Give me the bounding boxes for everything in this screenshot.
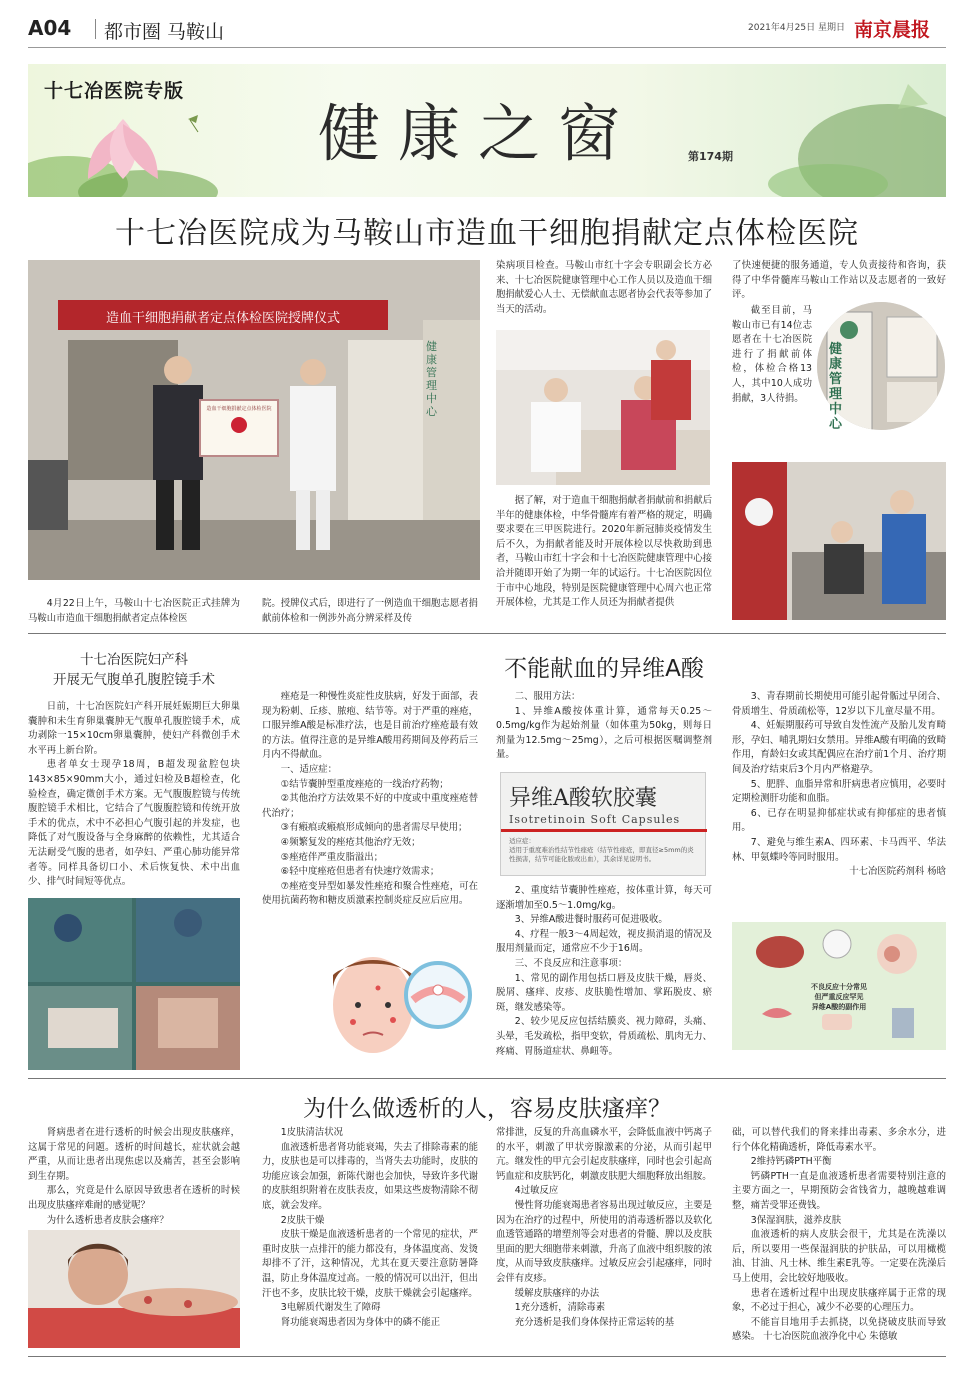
article3-text: 三、不良反应和注意事项： <box>514 957 628 969</box>
article4-text: 那么，究竟是什么原因导致患者在透析的时候出现皮肤瘙痒难耐的感觉呢？ <box>28 1185 240 1211</box>
article3-text: ②其他治疗方法效果不好的中度或中重度痤疮替代治疗； <box>262 793 478 819</box>
blood-sampling-photo-art <box>496 330 710 485</box>
article2-title-line2: 开展无气腹单孔腹腔镜手术 <box>53 672 215 688</box>
blood-sampling-photo <box>496 330 710 485</box>
article3-text: 2、较少见反应包括结膜炎、视力障碍，头痛、头晕，毛发疏松，指甲变软，骨质疏松、肌肉无力、疼痛、胃肠道症状、鼻衄等。 <box>496 1016 712 1057</box>
article1-col2 <box>262 597 478 626</box>
article4-text: 皮肤干燥是血液透析患者的一个常见的症状，严重时皮肤一点排汗的能力都没有，身体温度高、发烫却排不了汗，这种情况，尤其在夏天要注意防暑降温，防止身体温度过高。一般的情况可以出汗，但出汗也不多，皮肤比较干燥，皮肤干燥就会引起瘙痒。 <box>262 1229 478 1299</box>
article3-text: 3、异维A酸进餐时服药可促进吸收。 <box>514 914 668 926</box>
article4-text: 4过敏反应 <box>514 1185 559 1197</box>
article1-col4b-text: 截至目前，马鞍山市已有14位志愿者在十七冶医院进行了捐献前体检，体检合格13人，其中10人成功捐献，3人待捐。 <box>732 305 812 404</box>
article4-text: 肾病患者在进行透析的时候会出现皮肤瘙痒，这属于常见的问题。透析的时间越长，症状就会越严重，从而让患者出现焦虑以及痛苦，甚至会影响到生存期。 <box>28 1127 240 1182</box>
special-column-label: 十七冶医院专版 <box>44 80 185 102</box>
article2-paragraph: 患者单女士现孕18周，B超发现盆腔包块143×85×90mm大小，通过妇检及B超检查，化验检查，确定微创手术方案。无气腹腹腔镜与传统腹腔镜手术相比，它结合了气腹腹腔镜和传统开放手术的优点，术中不必担心气腹引起的并发症，也降低了对气腹设备与全身麻醉的依赖性，尤其适合无法耐受气腹的患者，如孕妇、严重心肺功能异常者等。同样具备切口小、术后恢复快、术中出血少、排气时间短等优点。 <box>28 759 240 888</box>
article4-text: 础，可以替代我们的肾来排出毒素、多余水分，进行个体化精确透析，降低毒素水平。 <box>732 1127 946 1153</box>
article3-text: ⑥轻中度痤疮但患者有快速疗效需求； <box>280 866 440 878</box>
section-divider-2 <box>28 1078 946 1079</box>
article4-text: 为什么透析患者皮肤会瘙痒？ <box>46 1214 169 1226</box>
article4-text: 3保湿润肤，滋养皮肤 <box>750 1214 842 1226</box>
newspaper-logo: 南京晨报 <box>854 19 931 41</box>
drug-indication <box>509 837 699 864</box>
article3-text: 4、妊娠期服药可导致自发性流产及胎儿发育畸形，孕妇、哺乳期妇女禁用。异维A酸有明确的致畸作用，育龄妇女或其配偶应在治疗前1个月、治疗期间及治疗结束后3个月内严格避孕。 <box>732 720 946 775</box>
article3-text: 一、适应症： <box>280 763 338 775</box>
article3-text: 1、异维A酸按体重计算，通常每天0.25～0.5mg/kg作为起始剂量（如体重为50kg，则每日剂量为12.5mg～25mg），之后可根据医嘱调整剂量。 <box>496 705 712 761</box>
article1-col1-text: 4月22日上午，马鞍山十七冶医院正式挂牌为马鞍山市造血干细胞捐献者定点体检医 <box>28 598 240 624</box>
itchy-skin-photo-art <box>28 1230 240 1348</box>
article3-text: 6、已存在明显抑郁症状或有抑郁症的患者慎用。 <box>732 807 946 834</box>
drug-stripe <box>501 829 707 832</box>
article3-col2a <box>496 690 712 763</box>
article4-text: 充分透析是我们身体保持正常运转的基 <box>514 1316 675 1328</box>
article4-text: 2皮肤干燥 <box>280 1214 325 1226</box>
article1-col3b-text: 据了解，对于造血干细胞捐献者捐献前和捐献后半年的健康体检，中华骨髓库有着严格的规定，明确要求要在三甲医院进行。2020年新冠肺炎疫情发生后不久，为捐献者能及时开展体检以尽快救助到患者，马鞍山市红十字会和十七冶医院健康管理中心接洽并随即开始了为期一年的试运行。十七冶医院因位于市中心地段，特别是医院健康管理中心周六也正常开展体检，尤其是工作人员还为捐献者提供 <box>496 495 712 609</box>
article2-title <box>28 650 240 690</box>
article3-text: 1、常见的副作用包括口唇及皮肤干燥，唇炎、脱屑、瘙痒、皮疹、皮肤脆性增加、掌跖脱皮、瘀斑，继发感染等。 <box>496 972 712 1013</box>
page-header <box>28 14 946 48</box>
article4-text: 钙磷PTH一直是血液透析患者需要特别注意的主要方面之一，早期预防会省钱省力，越晚越难调整，痛苦受罪还费钱。 <box>732 1170 946 1211</box>
article1-col4b <box>732 304 812 406</box>
article4-text: 慢性肾功能衰竭患者容易出现过敏反应，主要是因为在治疗的过程中，所使用的消毒透析器以及软化血透管通路的增塑剂等会对患者的骨髓、脾以及皮肤里面的肥大细胞带来刺激，升高了血液中组织胺的浓度，从而导致皮肤瘙痒。过敏反应会引起瘙痒，同时会伴有皮疹。 <box>496 1199 712 1284</box>
acne-illustration <box>318 950 478 1062</box>
article4-title: 为什么做透析的人，容易皮肤瘙痒？ <box>303 1096 671 1122</box>
article4-text: 血液透析患者肾功能衰竭，失去了排除毒素的能力，皮肤也是可以排毒的，当肾失去功能时，皮肤的功能应该会加强，新陈代谢也会加快，导致许多代谢的皮肤组织附着在皮肤表皮，如果这些废物清除不彻底，就会发痒。 <box>262 1141 478 1211</box>
article3-text: 5、肥胖、血脂异常和肝病患者应慎用，必要时定期检测肝功能和血脂。 <box>732 778 946 805</box>
article3-text: ⑦痤疮变异型如暴发性痤疮和聚合性痤疮，可在使用抗菌药物和糖皮质激素控制炎症反应后应用。 <box>262 880 478 907</box>
article3-col3 <box>732 690 946 880</box>
article3-byline: 十七冶医院药剂科 杨晗 <box>849 866 946 878</box>
article1-col3a-text: 染病项目检查。马鞍山市红十字会专职副会长方必来、十七冶医院健康管理中心工作人员以及造血干细胞捐献爱心人士、无偿献血志愿者协会代表等参加了当天的活动。 <box>496 260 712 315</box>
article3-text: 3、青春期前长期使用可能引起骨骺过早闭合、骨质增生、骨质疏松等，12岁以下儿童尽量不用。 <box>732 691 946 717</box>
page-number: A04 <box>28 16 72 40</box>
article3-col1 <box>262 690 478 909</box>
article3-text: ⑤痤疮伴严重皮脂溢出； <box>280 851 383 863</box>
drug-indication-label: 适应症： <box>509 837 535 845</box>
article4-col4 <box>732 1126 946 1345</box>
column-banner <box>28 64 946 197</box>
article1-col1 <box>28 597 240 626</box>
article4-text: 2维持钙磷PTH平衡 <box>750 1156 832 1168</box>
issue-number: 第174期 <box>688 150 733 163</box>
article2-paragraph: 日前，十七冶医院妇产科开展妊娠期巨大卵巢囊肿和未生育卵巢囊肿无气腹单孔腹腔镜手术，成功剥除一15×10cm卵巢囊肿，使妇产科微创手术水平再上新台阶。 <box>28 701 240 756</box>
article4-col1 <box>28 1126 240 1228</box>
infographic-line1: 不良反应十分常见 <box>811 983 867 991</box>
article1-col4a <box>732 259 946 303</box>
article3-text: 2、重度结节囊肿性痤疮，按体重计算，每天可逐渐增加至0.5～1.0mg/kg。 <box>496 885 712 911</box>
article1-col2-text: 院。授牌仪式后，即进行了一例造血干细胞志愿者捐献前体检和一例涉外高分辨采样及传 <box>262 598 478 624</box>
article4-col3 <box>496 1126 712 1330</box>
drug-english-name: Isotretinoin Soft Capsules <box>509 813 681 826</box>
surgery-photo <box>28 898 240 1070</box>
page-footer-rule <box>28 1356 946 1357</box>
header-divider <box>95 19 96 39</box>
article4-text: 血液透析的病人皮肤会很干，尤其是在洗澡以后，所以要用一些保湿润肤的护肤品，可以用橄榄油、甘油、凡士林、维生素E乳等。一定要在洗澡后马上使用，会比较好地吸收。 <box>732 1229 946 1284</box>
article3-text: ③有瘢痕或瘢痕形成倾向的患者需尽早使用； <box>280 822 468 834</box>
section-name: 都市圈 马鞍山 <box>104 21 225 43</box>
infographic-caption <box>732 982 946 1012</box>
acne-illustration-art <box>318 950 478 1062</box>
article3-text: 4、疗程一般3～4周起效，视皮损消退的情况及服用剂量而定，通常应不少于16周。 <box>496 928 712 955</box>
column-title: 健康之窗 <box>318 97 639 170</box>
drug-name: 异维A酸软胶囊 <box>509 786 657 811</box>
article3-col2b <box>496 884 712 1059</box>
drug-indication-text: 适用于重度难治性结节性痤疮（结节性痤疮，即直径≥5mm的炎性损害，结节可能化脓或出血），其余详见说明书。 <box>509 846 694 863</box>
registration-photo-art <box>732 462 946 620</box>
infographic-line2: 但严重反应罕见 <box>814 993 864 1001</box>
itchy-skin-photo <box>28 1230 240 1348</box>
ceremony-photo <box>28 260 480 580</box>
article4-text: 1充分透析，清除毒素 <box>514 1302 606 1314</box>
article4-text: 患者在透析过程中出现皮肤瘙痒属于正常的现象，不必过于担心，减少不必要的心理压力。 <box>732 1287 946 1314</box>
article3-text: ①结节囊肿型重度痤疮的一线治疗药物； <box>280 778 449 790</box>
side-effects-infographic <box>732 922 946 1050</box>
circle-sign-text: 健康管理中心 <box>829 342 843 432</box>
article2-title-line1: 十七冶医院妇产科 <box>80 652 188 668</box>
registration-photo <box>732 462 946 620</box>
article2-body <box>28 700 240 890</box>
article4-text: 缓解皮肤瘙痒的办法 <box>514 1287 600 1299</box>
issue-date: 2021年4月25日 星期日 <box>748 23 845 33</box>
article3-title: 不能献血的异维A酸 <box>504 656 704 682</box>
article1-col3a <box>496 259 712 317</box>
surgery-photo-art <box>28 898 240 1070</box>
article3-text: 二、服用方法： <box>514 691 581 702</box>
article4-col2 <box>262 1126 478 1330</box>
plaque-text: 造血干细胞捐献定点体检医院 <box>206 406 272 412</box>
article4-text: 常排泄，反复的升高血磷水平，会降低血液中钙离子的水平，刺激了甲状旁腺激素的分泌，从而引起甲亢。继发性的甲亢会引起皮肤瘙痒，同时也会引起高钙血症和皮肤钙化，刺激皮肤肥大细胞释放出组胺。 <box>496 1127 712 1182</box>
article1-headline: 十七冶医院成为马鞍山市造血干细胞捐献定点体检医院 <box>115 216 859 251</box>
article4-text: 肾功能衰竭患者因为身体中的磷不能正 <box>280 1316 441 1328</box>
article4-text: 3电解质代谢发生了障碍 <box>280 1302 381 1314</box>
center-sign-text: 健康管理中心 <box>426 340 437 418</box>
article3-text: 7、避免与维生素A、四环素、卡马西平、华法林、甲氨蝶呤等同时服用。 <box>732 836 946 863</box>
section-divider-1 <box>28 633 946 634</box>
ceremony-banner-text: 造血干细胞捐献者定点体检医院授牌仪式 <box>105 311 340 326</box>
article4-text: 不能盲目地用手去抓挠，以免挠破皮肤而导致感染。 十七冶医院血液净化中心 朱德敏 <box>732 1316 946 1343</box>
article1-col3b <box>496 494 712 611</box>
article3-text: 痤疮是一种慢性炎症性皮肤病，好发于面部，表现为粉刺、丘疹、脓疱、结节等。对于严重的痤疮，口服异维A酸是标准疗法，也是目前治疗痤疮最有效的方法。值得注意的是异维A酸用药期间及停药后三月内不得献血。 <box>262 691 478 761</box>
article1-col4a-text: 了快速便捷的服务通道，专人负责接待和咨询，获得了中华骨髓库马鞍山工作站以及志愿者的一致好评。 <box>732 260 946 301</box>
drug-package-photo <box>500 772 706 876</box>
article4-text: 1皮肤清洁状况 <box>280 1127 344 1138</box>
article3-text: ④频繁复发的痤疮其他治疗无效； <box>280 836 421 848</box>
infographic-line3: 异维A酸的副作用 <box>811 1003 867 1011</box>
